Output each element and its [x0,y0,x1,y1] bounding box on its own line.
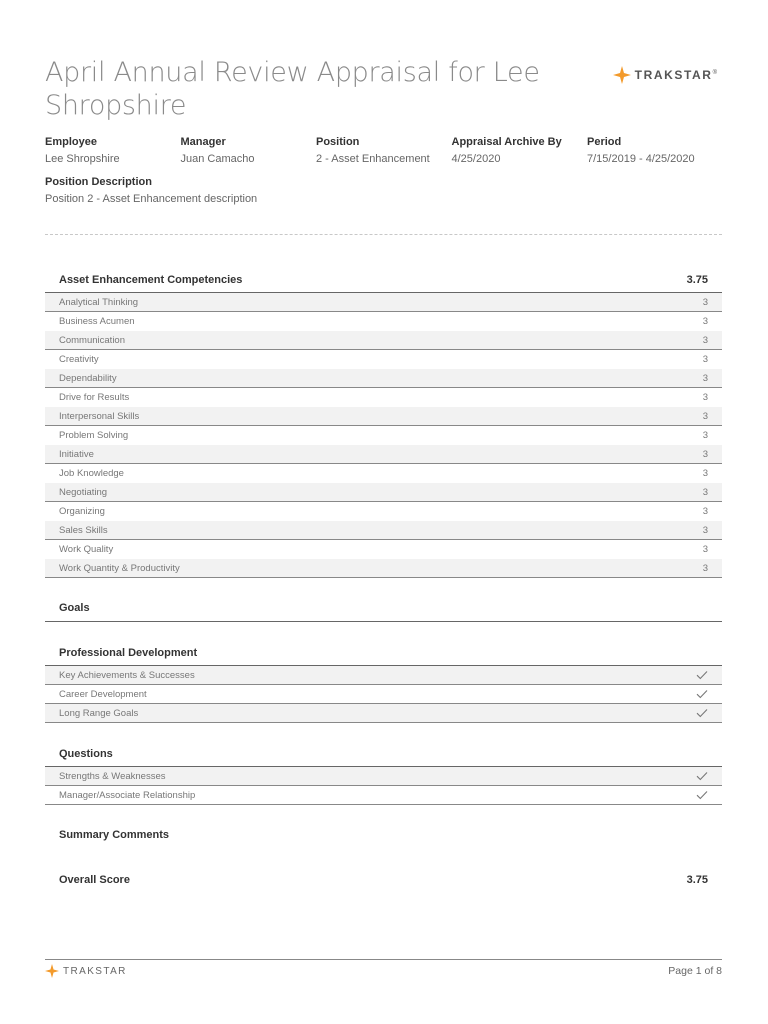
list-item [45,666,722,685]
meta-label: Position [316,136,360,148]
list-item-label: Drive for Results [59,391,130,403]
meta-value: 7/15/2019 - 4/25/2020 [587,153,695,165]
list-item-label: Initiative [59,448,94,460]
meta-label: Manager [180,136,226,148]
list-item [45,369,722,388]
checkmark-icon [696,670,708,680]
meta-label: Appraisal Archive By [451,136,562,148]
star-icon [613,66,631,84]
section-rule [45,621,722,622]
list-item-label: Negotiating [59,486,108,498]
list-item [45,767,722,786]
footer-rule [45,959,722,960]
list-item [45,704,722,723]
list-item-value: 3 [702,429,708,441]
list-item-label: Job Knowledge [59,467,124,479]
list-item-value: 3 [702,391,708,403]
meta-manager [181,135,317,166]
professional-development-list [45,666,722,723]
competencies-score: 3.75 [686,274,708,286]
list-item [45,312,722,331]
competencies-header [45,270,722,290]
list-item [45,559,722,578]
list-item-label: Organizing [59,505,105,517]
list-item-label: Manager/Associate Relationship [59,789,196,801]
list-item [45,388,722,407]
list-item [45,293,722,312]
checkmark-icon [696,689,708,699]
meta-label: Employee [45,136,97,148]
list-item-value: 3 [702,543,708,555]
checkmark-icon [696,790,708,800]
list-item-value: 3 [702,448,708,460]
list-item [45,685,722,704]
list-item-value: 3 [702,372,708,384]
goals-title: Goals [59,602,90,614]
list-item-label: Strengths & Weaknesses [59,770,166,782]
list-item-value: 3 [702,315,708,327]
list-item [45,502,722,521]
list-item [45,350,722,369]
checkmark-icon [696,708,708,718]
position-description-value: Position 2 - Asset Enhancement description [45,193,258,205]
appraisal-meta [45,135,725,166]
professional-development-title: Professional Development [59,647,198,659]
meta-position [316,135,452,166]
trakstar-logo [613,66,717,84]
star-icon [45,964,59,978]
overall-score-row [45,870,722,890]
page-number: Page 1 of 8 [668,965,722,977]
list-item-label: Interpersonal Skills [59,410,140,422]
meta-employee [45,135,181,166]
list-item-label: Long Range Goals [59,707,139,719]
list-item [45,407,722,426]
meta-archive-by [452,135,588,166]
summary-comments-title: Summary Comments [59,829,170,841]
meta-value: Lee Shropshire [45,153,120,165]
list-item [45,464,722,483]
competencies-list [45,293,722,578]
list-item [45,483,722,502]
list-item-value: 3 [702,486,708,498]
questions-list [45,767,722,805]
list-item-label: Analytical Thinking [59,296,139,308]
list-item-label: Communication [59,334,125,346]
list-item [45,426,722,445]
list-item-value: 3 [702,353,708,365]
goals-header [45,598,722,618]
list-item-label: Business Acumen [59,315,135,327]
footer-logo-text: TRAKSTAR [63,965,127,977]
overall-score-value: 3.75 [686,874,708,886]
page-title: April Annual Review Appraisal for Lee Shropshire [45,57,540,121]
list-item [45,331,722,350]
list-item-label: Sales Skills [59,524,108,536]
list-item-value: 3 [702,467,708,479]
document-header [45,56,725,122]
list-item-label: Work Quality [59,543,114,555]
meta-value: 2 - Asset Enhancement [316,153,430,165]
meta-value: 4/25/2020 [451,153,501,165]
dashed-divider [45,234,722,235]
footer-logo [45,964,127,978]
list-item-value: 3 [702,505,708,517]
list-item [45,786,722,805]
list-item-label: Creativity [59,353,99,365]
list-item-value: 3 [702,562,708,574]
meta-value: Juan Camacho [180,153,255,165]
professional-development-header [45,643,722,663]
competencies-title: Asset Enhancement Competencies [59,274,243,286]
list-item [45,445,722,464]
list-item-value: 3 [702,296,708,308]
list-item-label: Dependability [59,372,117,384]
position-description [45,175,257,206]
summary-comments-header [45,825,722,845]
list-item [45,540,722,559]
logo-text: TRAKSTAR® [634,68,717,82]
list-item-label: Problem Solving [59,429,129,441]
list-item-label: Career Development [59,688,147,700]
list-item-label: Key Achievements & Successes [59,669,195,681]
questions-header [45,744,722,764]
list-item-value: 3 [702,334,708,346]
list-item-label: Work Quantity & Productivity [59,562,180,574]
position-description-label: Position Description [45,176,152,188]
list-item-value: 3 [702,524,708,536]
meta-label: Period [587,136,622,148]
questions-title: Questions [59,748,113,760]
list-item-value: 3 [702,410,708,422]
checkmark-icon [696,771,708,781]
list-item [45,521,722,540]
overall-score-label: Overall Score [59,874,130,886]
meta-period [587,135,723,166]
